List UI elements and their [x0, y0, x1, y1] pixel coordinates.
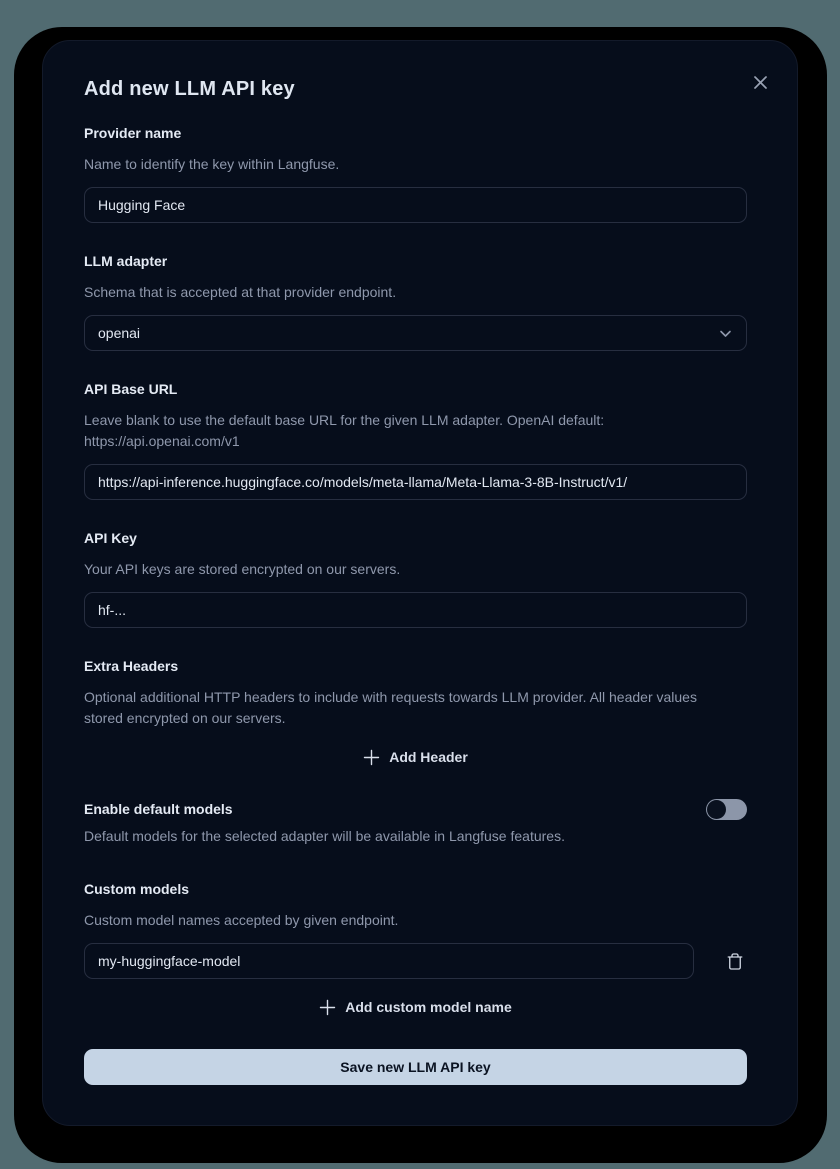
- default-models-description: Default models for the selected adapter will be available in Langfuse features.: [84, 828, 565, 844]
- delete-custom-model-button[interactable]: [723, 949, 747, 973]
- dialog-title: Add new LLM API key: [84, 78, 295, 100]
- add-custom-model-wrap: [84, 979, 747, 1021]
- default-models-section: [84, 801, 745, 847]
- default-models-toggle[interactable]: [706, 799, 747, 820]
- extra-headers-label: Extra Headers: [84, 658, 179, 674]
- add-custom-model-label: Add custom model name: [345, 999, 512, 1015]
- llm-adapter-select[interactable]: [84, 315, 747, 351]
- llm-adapter-selected-value: openai: [98, 325, 141, 341]
- add-header-button[interactable]: [357, 743, 474, 771]
- plus-icon: [319, 999, 336, 1016]
- api-key-label: API Key: [84, 530, 137, 546]
- api-key-description: Your API keys are stored encrypted on our servers.: [84, 561, 401, 577]
- close-button[interactable]: [749, 71, 771, 93]
- llm-adapter-label: LLM adapter: [84, 253, 168, 269]
- api-key-section: [84, 530, 745, 628]
- chevron-down-icon: [718, 326, 733, 341]
- api-base-url-description: Leave blank to use the default base URL for the given LLM adapter. OpenAI default: https://api.openai.com/v1: [84, 412, 605, 449]
- custom-models-section: [84, 881, 745, 1021]
- api-base-url-section: [84, 381, 745, 500]
- custom-model-row: [84, 943, 747, 979]
- custom-model-input[interactable]: [84, 943, 694, 979]
- provider-name-input[interactable]: [84, 187, 747, 223]
- api-base-url-input[interactable]: [84, 464, 747, 500]
- trash-icon: [726, 952, 744, 971]
- save-button[interactable]: Save new LLM API key: [84, 1049, 747, 1085]
- default-models-label: Enable default models: [84, 801, 233, 817]
- llm-adapter-section: [84, 253, 745, 351]
- default-models-text: [84, 801, 565, 847]
- custom-models-label: Custom models: [84, 881, 190, 897]
- provider-name-section: [84, 125, 745, 223]
- toggle-knob: [707, 800, 726, 819]
- plus-icon: [363, 749, 380, 766]
- api-key-input[interactable]: [84, 592, 747, 628]
- llm-adapter-description: Schema that is accepted at that provider endpoint.: [84, 284, 397, 300]
- close-icon: [753, 75, 768, 90]
- provider-name-label: Provider name: [84, 125, 182, 141]
- add-llm-api-key-dialog: [42, 40, 798, 1126]
- extra-headers-description: Optional additional HTTP headers to include with requests towards LLM provider. All header values stored encrypted on our servers.: [84, 689, 697, 726]
- provider-name-description: Name to identify the key within Langfuse.: [84, 156, 340, 172]
- add-custom-model-button[interactable]: [313, 993, 517, 1021]
- add-header-label: Add Header: [389, 749, 468, 765]
- extra-headers-section: [84, 658, 745, 771]
- add-header-wrap: [84, 729, 747, 771]
- custom-models-description: Custom model names accepted by given endpoint.: [84, 912, 399, 928]
- api-base-url-label: API Base URL: [84, 381, 178, 397]
